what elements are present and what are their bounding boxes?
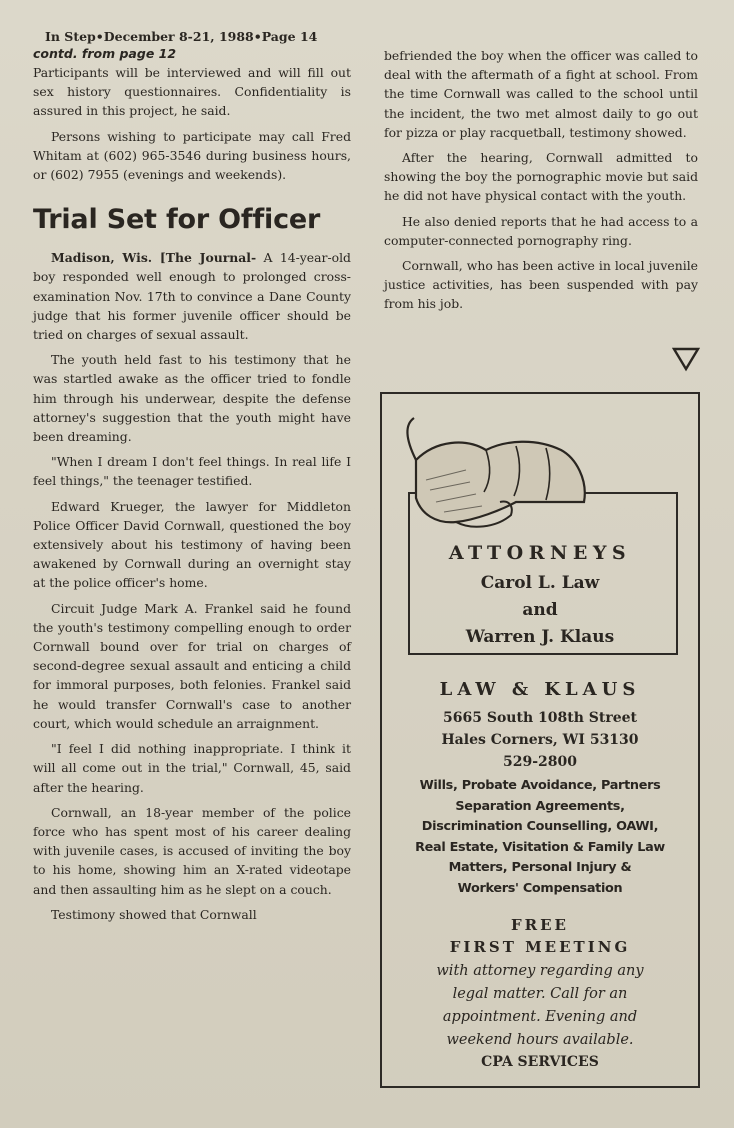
ad-service-line: Real Estate, Visitation & Family Law <box>415 839 665 855</box>
page-folio: In Step•December 8-21, 1988•Page 14 <box>45 29 318 44</box>
continued-from-label: contd. from page 12 <box>33 46 177 61</box>
ad-service-line: Workers' Compensation <box>457 880 623 896</box>
ad-offer-line: weekend hours available. <box>446 1032 634 1048</box>
ad-free-label: FREE <box>511 916 569 934</box>
ad-address-line-2: Hales Corners, WI 53130 <box>441 732 639 748</box>
right-column <box>384 46 698 320</box>
ad-attorney-name-1: Carol L. Law <box>480 573 600 593</box>
ad-first-meeting-label: FIRST MEETING <box>449 938 631 956</box>
ad-offer-details <box>382 960 698 1052</box>
prev-article-paragraph: Participants will be interviewed and will fill out sex history questionnaires. Confidentiality is assured in this project, he said. <box>33 65 351 119</box>
article-lead <box>33 248 351 344</box>
ad-service-line: Discrimination Counselling, OAWI, <box>421 819 659 835</box>
prev-article-paragraph: Persons wishing to participate may call Fred Whitam at (602) 965-3546 during business hours, or (602) 7955 (evenings and weekends). <box>33 128 351 183</box>
ad-phone: 529-2800 <box>503 754 577 770</box>
end-of-article-triangle-icon <box>672 346 700 372</box>
ad-services-list <box>382 776 698 900</box>
article-paragraph: "I feel I did nothing inappropriate. I think it will all come out in the trial," Cornwall, 45, said after the hearing. <box>33 741 351 795</box>
article-paragraph: After the hearing, Cornwall admitted to showing the boy the pornographic movie but said he did not have physical contact with the youth. <box>384 150 698 204</box>
article-paragraph: Edward Krueger, the lawyer for Middleton Police Officer David Cornwall, questioned the boy extensively about his testimony of having been awakened by Cornwall during an overnight stay at the police officer's home. <box>33 498 351 591</box>
ad-service-line: Matters, Personal Injury & <box>448 860 632 876</box>
article-headline: Trial Set for Officer <box>33 204 321 236</box>
article-paragraph: befriended the boy when the officer was called to deal with the aftermath of a fight at school. From the time Cornwall was called to the school until the incident, the two met almost daily to go out for pizza or play racquetball, testimony showed. <box>384 48 698 140</box>
ad-offer-line: with attorney regarding any <box>436 963 644 979</box>
ad-attorneys-heading: ATTORNEYS <box>448 542 632 564</box>
article-lead-text: A 14-year-old boy responded well enough to prolonged cross-examination Nov. 17th to convince a Dane County judge that his former juvenile officer should be tried on charges of sexual assault. <box>33 250 351 343</box>
ad-address-line-1: 5665 South 108th Street <box>443 710 637 726</box>
left-column <box>33 28 351 930</box>
article-paragraph: Cornwall, who has been active in local juvenile justice activities, has been suspended with pay from his job. <box>384 258 698 312</box>
article-paragraph: He also denied reports that he had access to a computer-connected pornography ring. <box>384 213 698 248</box>
pointing-hand-icon <box>396 410 596 540</box>
ad-attorney-name-2: Warren J. Klaus <box>465 627 615 647</box>
ad-address <box>382 707 698 773</box>
attorney-advertisement <box>380 392 700 1088</box>
ad-offer-line: appointment. Evening and <box>442 1009 638 1025</box>
ad-free-offer <box>382 914 698 958</box>
ad-service-line: Wills, Probate Avoidance, Partners <box>419 778 661 793</box>
ad-service-line: Separation Agreements, <box>455 798 625 814</box>
ad-footer: CPA SERVICES <box>481 1054 599 1070</box>
article-paragraph: Circuit Judge Mark A. Frankel said he found the youth's testimony compelling enough to order Cornwall bound over for trial on charges of second-degree sexual assault and enticing a child for immoral purposes, both felonies. Frankel said he would transfer Cornwall's case to another court, which would schedule an arraignment. <box>33 600 351 731</box>
article-paragraph: Cornwall, an 18-year member of the police force who has spent most of his career dealing with juvenile cases, is accused of inviting the boy to his home, showing him an X-rated videotape and then assaulting him as he slept on a couch. <box>33 804 351 897</box>
article-paragraph: The youth held fast to his testimony that he was startled awake as the officer tried to fondle him through his underwear, despite the defense attorney's suggestion that the youth might have been dreaming. <box>33 352 351 445</box>
article-paragraph: "When I dream I don't feel things. In real life I feel things," the teenager testified. <box>33 454 351 489</box>
article-paragraph: Testimony showed that Cornwall <box>51 906 257 922</box>
ad-and: and <box>522 600 558 620</box>
article-dateline: Madison, Wis. [The Journal- <box>51 250 257 266</box>
ad-firm-name: LAW & KLAUS <box>439 679 641 700</box>
ad-offer-line: legal matter. Call for an <box>452 986 628 1002</box>
